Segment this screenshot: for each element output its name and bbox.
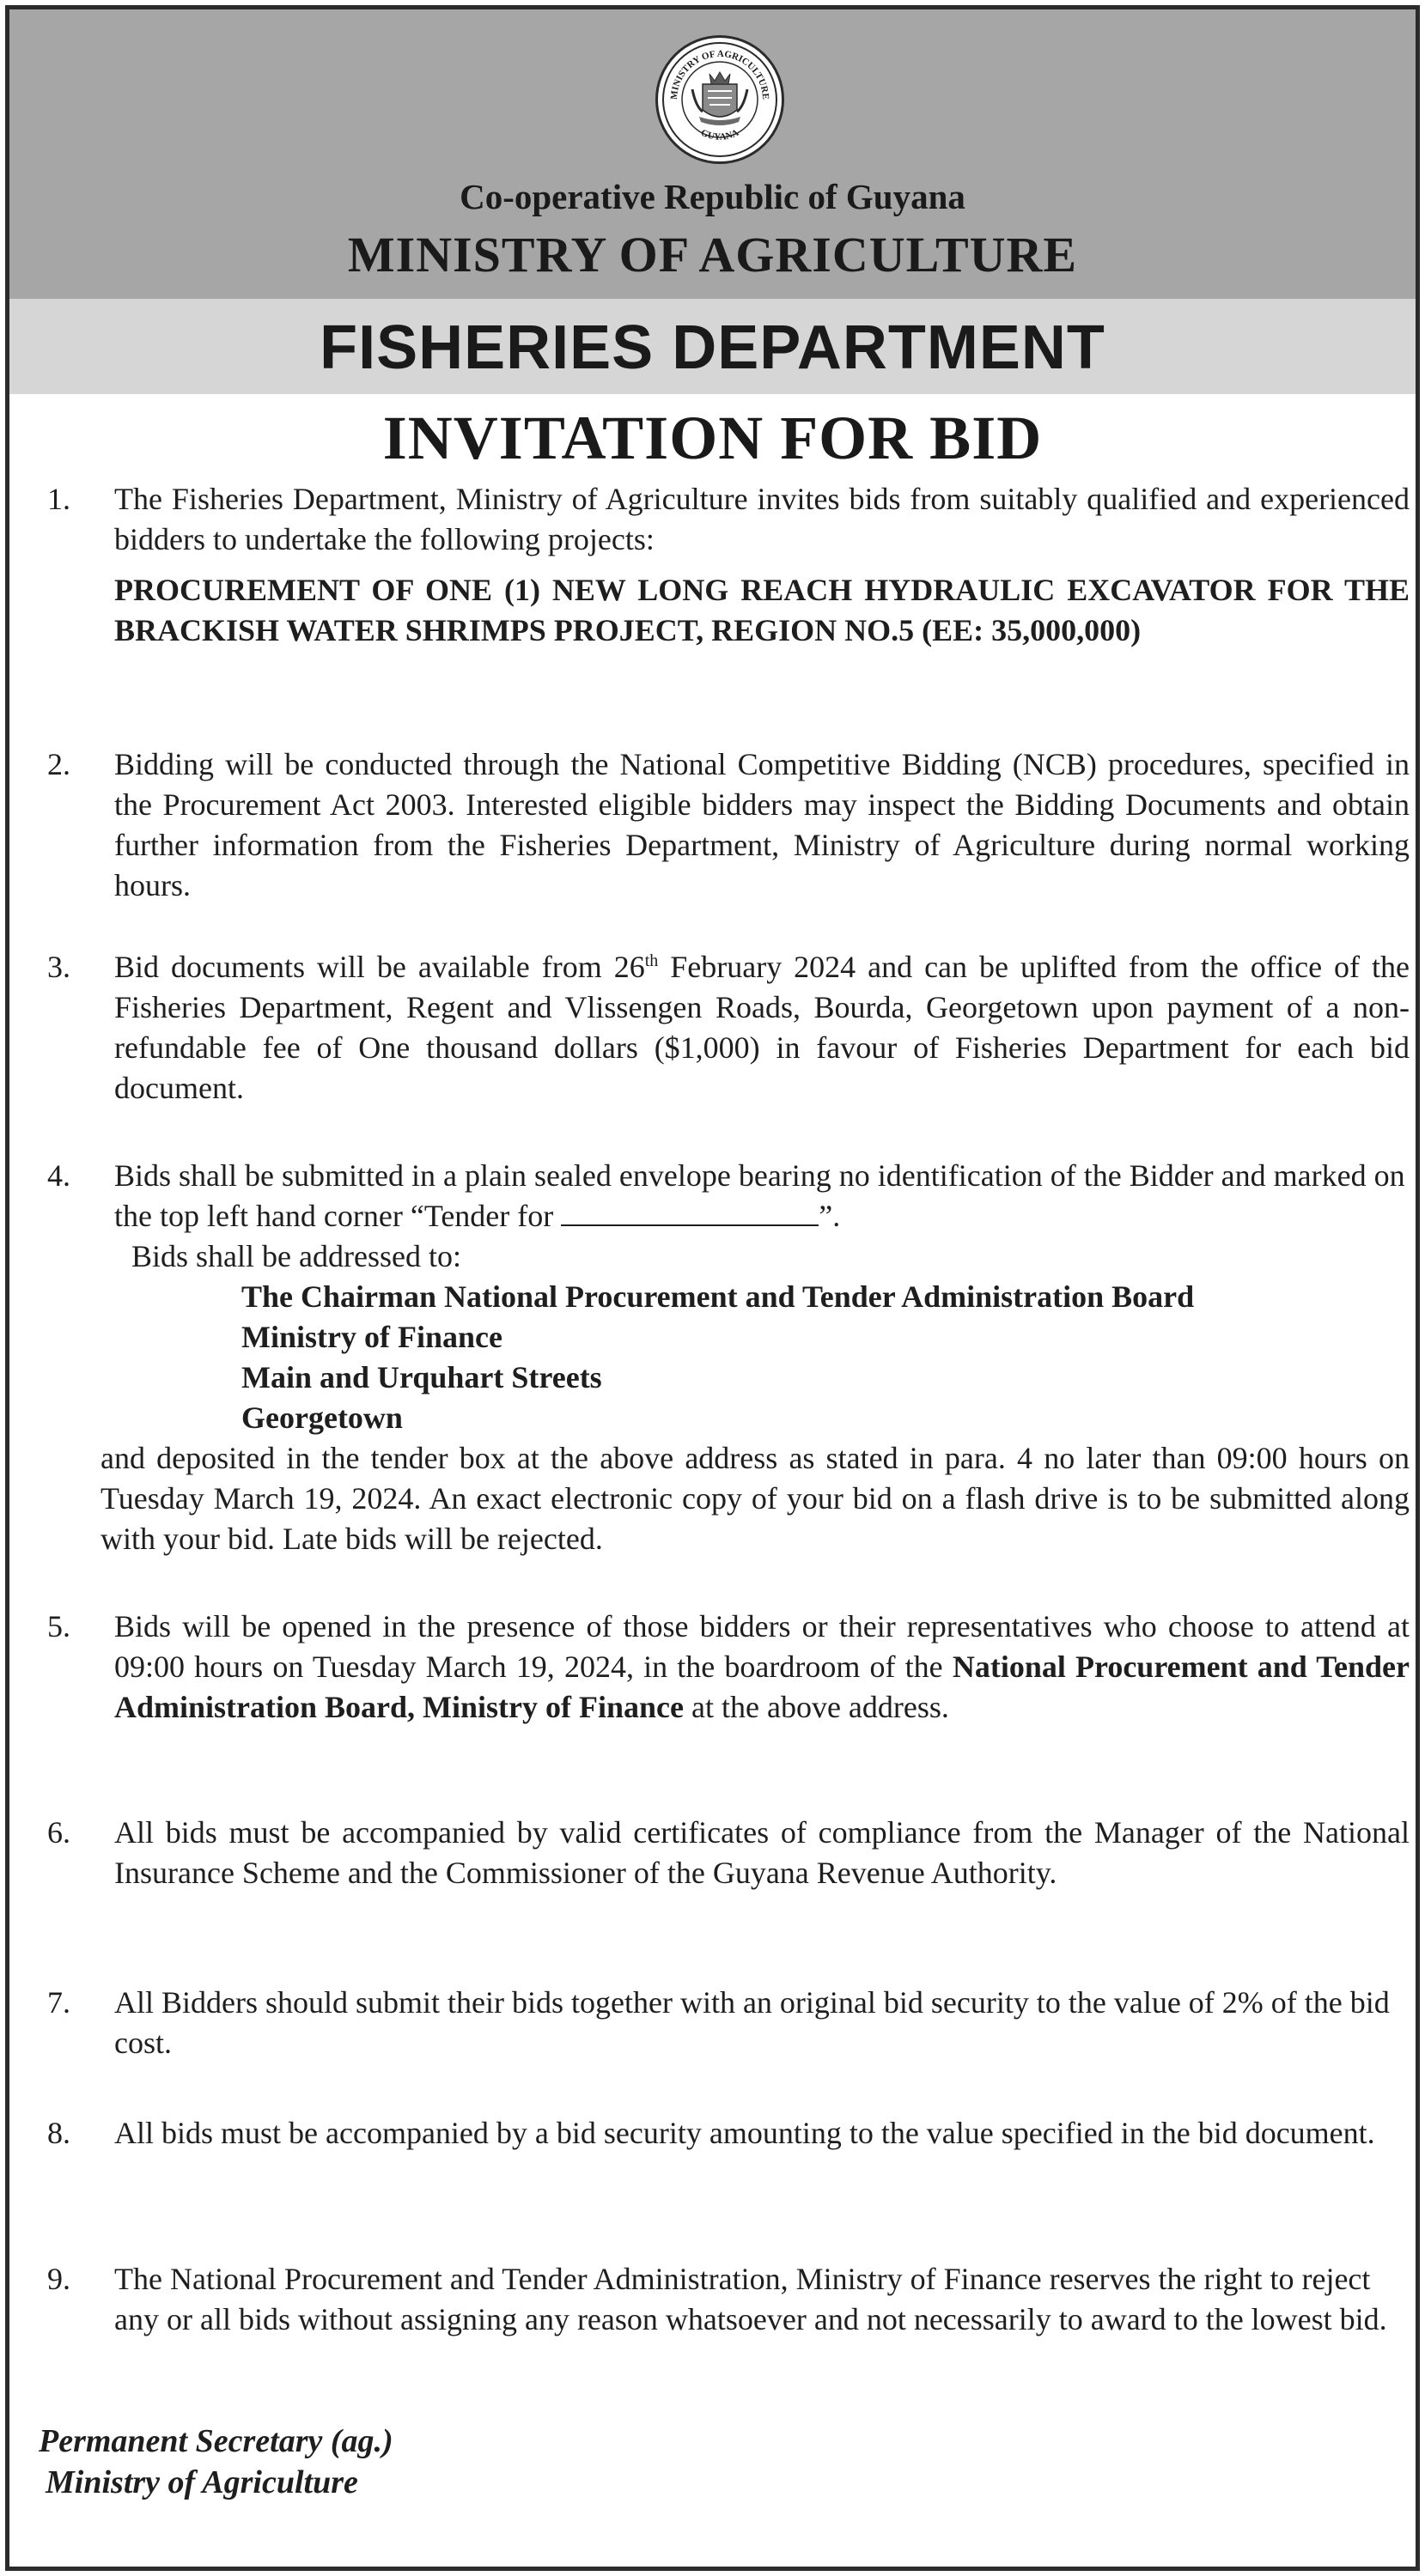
- crest-emblem-icon: [658, 38, 782, 161]
- crest-top-text: MINISTRY OF AGRICULTURE: [668, 48, 771, 100]
- address-line-4: Georgetown: [241, 1400, 403, 1435]
- item-text: All bids must be accompanied by valid certificates of compliance from the Manager of the National Insurance Scheme and the Commissioner of the Guyana Revenue Authority.: [114, 1815, 1410, 1890]
- item-text-a: Bids will be opened in the presence of those bidders or their representatives who choose to attend at 09:00 hours on Tuesday March 19, 2024, in the boardroom of the: [114, 1609, 1410, 1684]
- item-number: 2.: [47, 747, 70, 781]
- signatory-ministry: Ministry of Agriculture: [46, 2464, 358, 2500]
- item-text: Bidding will be conducted through the National Competitive Bidding (NCB) procedures, specified in the Procurement Act 2003. Interested eligible bidders may inspect the Bidding Documents and obtain further information from the Fisheries Department, Ministry of Agriculture during normal working hours.: [114, 747, 1410, 902]
- department-name: FISHERIES DEPARTMENT: [320, 313, 1105, 382]
- signature-block: [39, 2421, 393, 2503]
- item-number: 6.: [47, 1815, 70, 1850]
- item-text-b: February 2024 and can be uplifted from the office of the Fisheries Department, Regent and Vlissengen Roads, Bourda, Georgetown upon payment of a non- refundable fee of One thousand dollars ($1,000) in favour of Fisheries Department for each bid document.: [114, 950, 1410, 1105]
- item-text-b: ”.: [819, 1199, 841, 1233]
- item-text: All bids must be accompanied by a bid security amounting to the value specified in the bid document.: [114, 2116, 1375, 2150]
- item-number: 8.: [47, 2116, 70, 2150]
- address-line-3: Main and Urquhart Streets: [241, 1360, 602, 1394]
- date-superscript: th: [644, 951, 659, 970]
- deposit-text: and deposited in the tender box at the above address as stated in para. 4 no later than 09:00 hours on Tuesday March 19, 2024. An exact electronic copy of your bid on a flash drive is to be submitted along with your bid. Late bids will be rejected.: [100, 1441, 1410, 1556]
- republic-name: Co-operative Republic of Guyana: [460, 177, 965, 216]
- address-line-2: Ministry of Finance: [241, 1320, 502, 1354]
- item-text: All Bidders should submit their bids together with an original bid security to the value of 2% of the bid cost.: [114, 1985, 1390, 2060]
- item-number: 3.: [47, 950, 70, 984]
- item-number: 1.: [47, 482, 70, 516]
- item-text-b: at the above address.: [684, 1690, 949, 1724]
- item-number: 9.: [47, 2262, 70, 2296]
- crest-bottom-text: GUYANA: [698, 127, 741, 143]
- item-number: 4.: [47, 1158, 70, 1193]
- addressed-to-label: Bids shall be addressed to:: [131, 1239, 461, 1273]
- item-text-a: Bid documents will be available from 26: [114, 950, 645, 984]
- project-title: PROCUREMENT OF ONE (1) NEW LONG REACH HYDRAULIC EXCAVATOR FOR THE BRACKISH WATER SHRIMPS PROJECT, REGION NO.5 (EE: 35,000,000): [114, 573, 1410, 647]
- signatory-title: Permanent Secretary (ag.): [39, 2423, 393, 2459]
- svg-text:GUYANA: [699, 127, 740, 142]
- board-name-bold: National Procurement and Tender Administration Board, Ministry of Finance: [114, 1649, 1410, 1724]
- tender-blank-line: [561, 1199, 819, 1226]
- item-text-a: Bids shall be submitted in a plain sealed envelope bearing no identification of the Bidder and marked on the top left hand corner “Tender for: [114, 1158, 1405, 1233]
- advertisement-frame: [5, 5, 1420, 2571]
- ministry-crest: [655, 35, 784, 164]
- item-number: 5.: [47, 1609, 70, 1643]
- item-number: 7.: [47, 1985, 70, 2020]
- address-line-1: The Chairman National Procurement and Tender Administration Board: [241, 1279, 1195, 1314]
- item-text: The National Procurement and Tender Administration, Ministry of Finance reserves the right to reject any or all bids without assigning any reason whatsoever and not necessarily to award to the lowest bid.: [114, 2262, 1387, 2336]
- item-text: The Fisheries Department, Ministry of Agriculture invites bids from suitably qualified and experienced bidders to undertake the following projects:: [114, 482, 1410, 556]
- notice-title: INVITATION FOR BID: [382, 404, 1043, 472]
- ministry-name: MINISTRY OF AGRICULTURE: [347, 227, 1078, 283]
